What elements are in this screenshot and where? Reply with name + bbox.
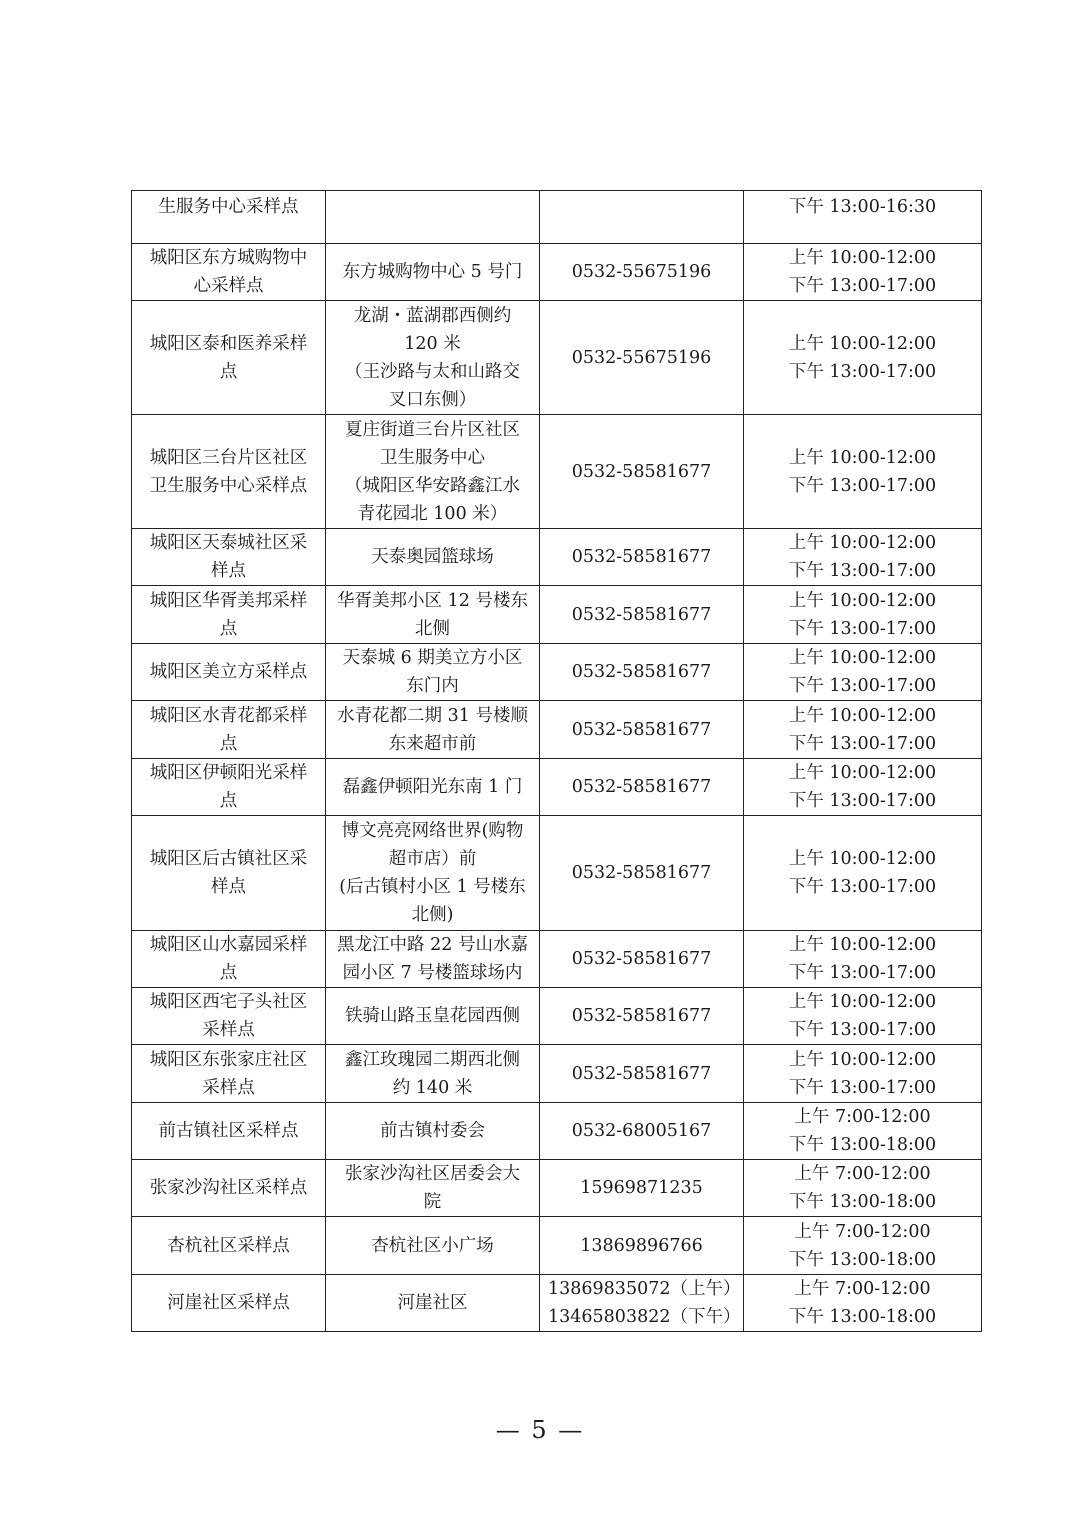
cell-line: 城阳区东张家庄社区 bbox=[149, 1049, 308, 1070]
cell-line: 0532-58581677 bbox=[571, 662, 712, 682]
hours-cell bbox=[744, 1217, 982, 1275]
page-number: — 5 — bbox=[495, 1416, 585, 1444]
phone-cell bbox=[540, 529, 744, 586]
table-row bbox=[132, 988, 982, 1045]
phone-cell bbox=[540, 816, 744, 931]
cell-line: 采样点 bbox=[202, 1020, 255, 1040]
phone-cell bbox=[540, 1103, 744, 1160]
cell-line: 华胥美邦小区 12 号楼东 bbox=[337, 590, 528, 611]
cell-line: 城阳区水青花都采样 bbox=[149, 705, 308, 726]
cell-line: 下午 13:00-17:00 bbox=[788, 676, 937, 696]
cell-line: 15969871235 bbox=[580, 1178, 703, 1198]
cell-line: 前古镇社区采样点 bbox=[158, 1121, 299, 1141]
cell-line: 城阳区华胥美邦采样 bbox=[149, 590, 308, 611]
phone-cell bbox=[540, 1160, 744, 1217]
hours-cell bbox=[744, 931, 982, 988]
cell-line: 样点 bbox=[211, 561, 246, 581]
phone-cell bbox=[540, 1275, 744, 1332]
phone-cell bbox=[540, 931, 744, 988]
cell-line: 120 米 bbox=[404, 333, 461, 354]
cell-line: 点 bbox=[219, 963, 238, 983]
address-cell bbox=[326, 529, 540, 586]
cell-line: 城阳区后古镇社区采 bbox=[149, 849, 308, 869]
cell-line: 0532-68005167 bbox=[571, 1121, 712, 1141]
cell-line: （城阳区华安路鑫江水 bbox=[345, 475, 520, 496]
phone-cell bbox=[540, 644, 744, 701]
cell-line: 上午 7:00-12:00 bbox=[794, 1164, 931, 1184]
cell-line: 13869835072（上午） bbox=[548, 1279, 741, 1299]
cell-line: 卫生服务中心 bbox=[380, 447, 485, 468]
cell-line: (后古镇村小区 1 号楼东 bbox=[339, 877, 526, 897]
address-cell bbox=[326, 586, 540, 644]
cell-line: 张家沙沟社区居委会大 bbox=[345, 1164, 520, 1184]
hours-cell bbox=[744, 988, 982, 1045]
cell-line: 下午 13:00-17:00 bbox=[788, 877, 937, 897]
cell-line: 夏庄街道三台片区社区 bbox=[345, 419, 520, 440]
cell-line: 生服务中心采样点 bbox=[158, 197, 299, 217]
cell-line: 下午 13:00-17:00 bbox=[788, 618, 937, 639]
cell-line: 心采样点 bbox=[193, 276, 264, 296]
site-name-cell bbox=[132, 1045, 326, 1103]
address-cell bbox=[326, 1160, 540, 1217]
site-name-cell bbox=[132, 244, 326, 301]
cell-line: 杏杭社区小广场 bbox=[371, 1235, 494, 1256]
site-name-cell bbox=[132, 816, 326, 931]
phone-cell bbox=[540, 759, 744, 816]
hours-cell bbox=[744, 529, 982, 586]
cell-line: 下午 13:00-18:00 bbox=[788, 1192, 937, 1212]
cell-line: 上午 10:00-12:00 bbox=[788, 992, 937, 1012]
cell-line: 天泰城 6 期美立方小区 bbox=[342, 648, 523, 668]
cell-line: 上午 7:00-12:00 bbox=[794, 1221, 931, 1242]
address-cell bbox=[326, 931, 540, 988]
cell-line: 上午 10:00-12:00 bbox=[788, 705, 937, 726]
table-row bbox=[132, 759, 982, 816]
cell-line: 卫生服务中心采样点 bbox=[149, 475, 308, 496]
hours-cell bbox=[744, 191, 982, 244]
cell-line: 0532-58581677 bbox=[571, 1006, 712, 1026]
address-cell bbox=[326, 988, 540, 1045]
table-row bbox=[132, 644, 982, 701]
hours-cell bbox=[744, 1045, 982, 1103]
site-name-cell bbox=[132, 529, 326, 586]
cell-line: 城阳区天泰城社区采 bbox=[149, 533, 308, 553]
table-row bbox=[132, 191, 982, 244]
cell-line: 水青花都二期 31 号楼顺 bbox=[337, 705, 528, 726]
cell-line: 城阳区美立方采样点 bbox=[149, 662, 308, 682]
cell-line: 黑龙江中路 22 号山水嘉 bbox=[337, 935, 528, 955]
table-row bbox=[132, 244, 982, 301]
phone-cell bbox=[540, 191, 744, 244]
cell-line: 下午 13:00-18:00 bbox=[788, 1135, 937, 1155]
cell-line: 下午 13:00-18:00 bbox=[788, 1307, 937, 1327]
address-cell bbox=[326, 701, 540, 759]
site-name-cell bbox=[132, 759, 326, 816]
hours-cell bbox=[744, 644, 982, 701]
address-cell bbox=[326, 1275, 540, 1332]
hours-cell bbox=[744, 244, 982, 301]
cell-line: 前古镇村委会 bbox=[380, 1121, 485, 1141]
address-cell bbox=[326, 644, 540, 701]
site-name-cell bbox=[132, 988, 326, 1045]
cell-line: 城阳区泰和医养采样 bbox=[149, 333, 308, 354]
site-name-cell bbox=[132, 701, 326, 759]
address-cell bbox=[326, 415, 540, 529]
cell-line: 下午 13:00-17:00 bbox=[788, 1020, 937, 1040]
cell-line: 杏杭社区采样点 bbox=[167, 1235, 290, 1256]
hours-cell bbox=[744, 701, 982, 759]
cell-line: 样点 bbox=[211, 877, 246, 897]
hours-cell bbox=[744, 415, 982, 529]
phone-cell bbox=[540, 1045, 744, 1103]
cell-line: 城阳区山水嘉园采样 bbox=[149, 935, 308, 955]
site-name-cell bbox=[132, 1103, 326, 1160]
cell-line: 园小区 7 号楼篮球场内 bbox=[342, 963, 523, 983]
cell-line: 下午 13:00-17:00 bbox=[788, 561, 937, 581]
site-name-cell bbox=[132, 586, 326, 644]
hours-cell bbox=[744, 301, 982, 415]
cell-line: 龙湖・蓝湖郡西侧约 bbox=[353, 305, 512, 326]
cell-line: 北侧 bbox=[415, 618, 450, 639]
cell-line: 下午 13:00-18:00 bbox=[788, 1249, 937, 1270]
cell-line: 北侧) bbox=[411, 905, 454, 925]
cell-line: 点 bbox=[219, 361, 238, 382]
cell-line: 下午 13:00-17:00 bbox=[788, 1077, 937, 1098]
table-row bbox=[132, 701, 982, 759]
cell-line: 上午 10:00-12:00 bbox=[788, 447, 937, 468]
cell-line: 城阳区伊顿阳光采样 bbox=[149, 763, 308, 783]
cell-line: 0532-58581677 bbox=[571, 949, 712, 969]
cell-line: 下午 13:00-17:00 bbox=[788, 791, 937, 811]
cell-line: 0532-55675196 bbox=[571, 347, 712, 368]
cell-line: 上午 10:00-12:00 bbox=[788, 533, 937, 553]
cell-line: 点 bbox=[219, 791, 238, 811]
cell-line: 城阳区三台片区社区 bbox=[149, 447, 308, 468]
table-row bbox=[132, 1275, 982, 1332]
hours-cell bbox=[744, 1103, 982, 1160]
cell-line: 上午 10:00-12:00 bbox=[788, 763, 937, 783]
cell-line: 超市店）前 bbox=[388, 849, 477, 869]
phone-cell bbox=[540, 301, 744, 415]
phone-cell bbox=[540, 244, 744, 301]
cell-line: 城阳区西宅子头社区 bbox=[149, 992, 308, 1012]
address-cell bbox=[326, 816, 540, 931]
cell-line: 上午 10:00-12:00 bbox=[788, 248, 937, 268]
phone-cell bbox=[540, 1217, 744, 1275]
cell-line: 东来超市前 bbox=[388, 733, 477, 754]
cell-line: 采样点 bbox=[202, 1077, 255, 1098]
address-cell bbox=[326, 1217, 540, 1275]
cell-line: 13465803822（下午） bbox=[548, 1307, 741, 1327]
cell-line: 上午 7:00-12:00 bbox=[794, 1279, 931, 1299]
site-name-cell bbox=[132, 644, 326, 701]
hours-cell bbox=[744, 586, 982, 644]
site-name-cell bbox=[132, 1217, 326, 1275]
cell-line: 下午 13:00-17:00 bbox=[788, 276, 937, 296]
site-name-cell bbox=[132, 931, 326, 988]
cell-line: 点 bbox=[219, 618, 238, 639]
cell-line: 铁骑山路玉皇花园西侧 bbox=[345, 1006, 520, 1026]
cell-line: 城阳区东方城购物中 bbox=[149, 248, 308, 268]
cell-line: 点 bbox=[219, 733, 238, 754]
cell-line: 叉口东侧） bbox=[388, 389, 477, 410]
address-cell bbox=[326, 191, 540, 244]
table-row bbox=[132, 415, 982, 529]
cell-line: 0532-58581677 bbox=[571, 461, 712, 482]
cell-line: 0532-58581677 bbox=[571, 777, 712, 797]
table-row bbox=[132, 1103, 982, 1160]
table-row bbox=[132, 816, 982, 931]
site-name-cell bbox=[132, 1275, 326, 1332]
address-cell bbox=[326, 301, 540, 415]
cell-line: 上午 10:00-12:00 bbox=[788, 935, 937, 955]
site-name-cell bbox=[132, 415, 326, 529]
cell-line: 下午 13:00-17:00 bbox=[788, 733, 937, 754]
hours-cell bbox=[744, 759, 982, 816]
cell-line: 0532-58581677 bbox=[571, 719, 712, 740]
address-cell bbox=[326, 244, 540, 301]
cell-line: 青花园北 100 米） bbox=[357, 503, 508, 524]
address-cell bbox=[326, 759, 540, 816]
table-row bbox=[132, 1045, 982, 1103]
table-row bbox=[132, 1217, 982, 1275]
cell-line: （王沙路与太和山路交 bbox=[345, 361, 520, 382]
cell-line: 鑫江玫瑰园二期西北侧 bbox=[345, 1049, 520, 1070]
cell-line: 下午 13:00-17:00 bbox=[788, 361, 937, 382]
site-name-cell bbox=[132, 1160, 326, 1217]
hours-cell bbox=[744, 816, 982, 931]
cell-line: 上午 10:00-12:00 bbox=[788, 849, 937, 869]
cell-line: 河崖社区采样点 bbox=[167, 1293, 290, 1313]
cell-line: 约 140 米 bbox=[392, 1077, 473, 1098]
cell-line: 东方城购物中心 5 号门 bbox=[342, 262, 523, 282]
phone-cell bbox=[540, 701, 744, 759]
cell-line: 0532-58581677 bbox=[571, 547, 712, 567]
table-row bbox=[132, 1160, 982, 1217]
cell-line: 东门内 bbox=[406, 676, 459, 696]
phone-cell bbox=[540, 586, 744, 644]
cell-line: 上午 10:00-12:00 bbox=[788, 590, 937, 611]
hours-cell bbox=[744, 1160, 982, 1217]
sampling-sites-table bbox=[131, 190, 982, 1332]
cell-line: 天泰奥园篮球场 bbox=[371, 547, 494, 567]
cell-line: 13869896766 bbox=[580, 1235, 703, 1256]
cell-line: 下午 13:00-17:00 bbox=[788, 475, 937, 496]
cell-line: 上午 7:00-12:00 bbox=[794, 1107, 931, 1127]
table-body bbox=[132, 191, 982, 1332]
cell-line: 磊鑫伊顿阳光东南 1 门 bbox=[342, 777, 523, 797]
site-name-cell bbox=[132, 301, 326, 415]
cell-line: 下午 13:00-17:00 bbox=[788, 963, 937, 983]
cell-line: 院 bbox=[423, 1192, 442, 1212]
cell-line: 张家沙沟社区采样点 bbox=[149, 1178, 308, 1198]
cell-line: 上午 10:00-12:00 bbox=[788, 648, 937, 668]
cell-line: 0532-58581677 bbox=[571, 863, 712, 883]
cell-line: 上午 10:00-12:00 bbox=[788, 333, 937, 354]
table-row bbox=[132, 931, 982, 988]
cell-line: 博文亮亮网络世界(购物 bbox=[341, 821, 524, 841]
address-cell bbox=[326, 1045, 540, 1103]
phone-cell bbox=[540, 988, 744, 1045]
table-row bbox=[132, 529, 982, 586]
phone-cell bbox=[540, 415, 744, 529]
address-cell bbox=[326, 1103, 540, 1160]
cell-line: 0532-58581677 bbox=[571, 1063, 712, 1084]
table-row bbox=[132, 586, 982, 644]
cell-line: 上午 10:00-12:00 bbox=[788, 1049, 937, 1070]
cell-line: 下午 13:00-16:30 bbox=[788, 197, 937, 217]
hours-cell bbox=[744, 1275, 982, 1332]
cell-line: 0532-58581677 bbox=[571, 604, 712, 625]
table-row bbox=[132, 301, 982, 415]
site-name-cell bbox=[132, 191, 326, 244]
cell-line: 河崖社区 bbox=[397, 1293, 468, 1313]
cell-line: 0532-55675196 bbox=[571, 262, 712, 282]
